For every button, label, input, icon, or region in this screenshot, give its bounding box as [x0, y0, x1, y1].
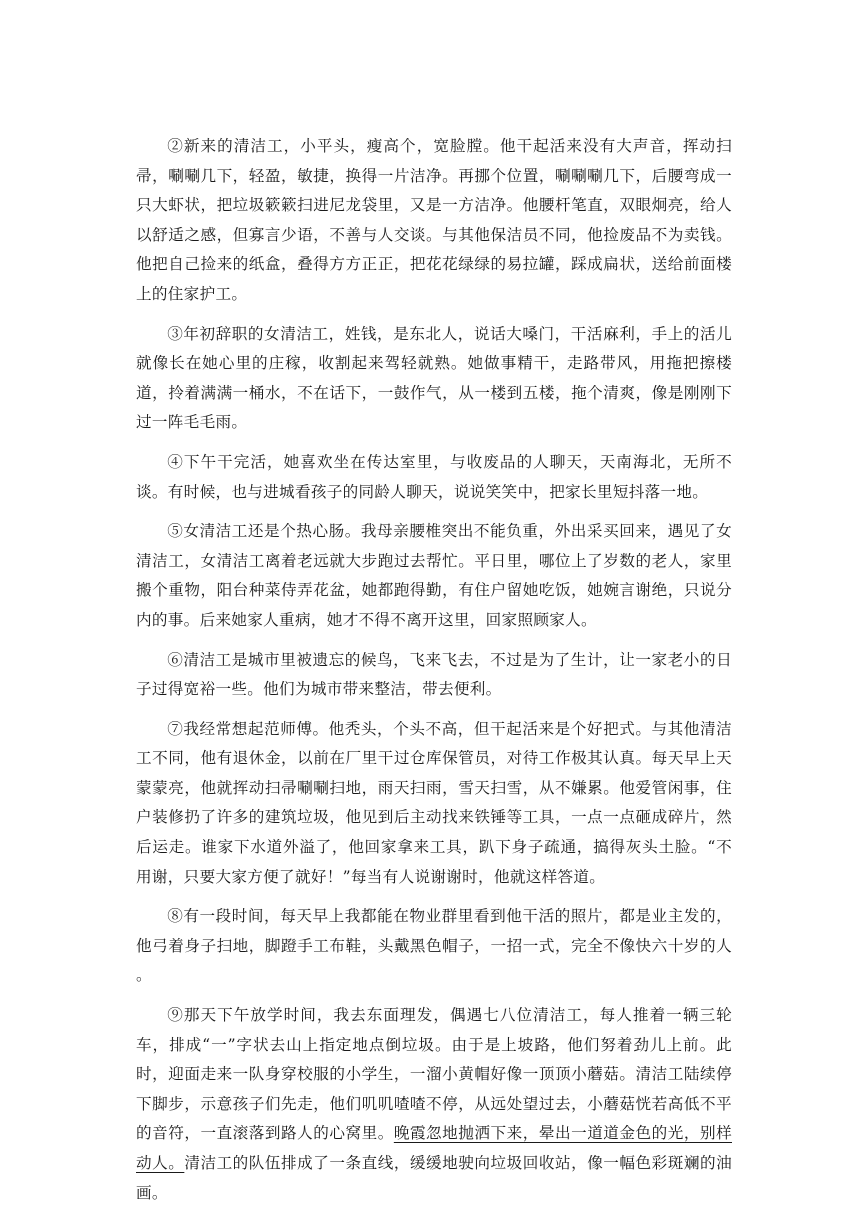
document-page	[136, 132, 732, 1218]
paragraph-3: ③年初辞职的女清洁工，姓钱，是东北人，说话大嗓门，干活麻利，手上的活儿就像长在她心里的庄稼，收割起来驾轻就熟。她做事精干，走路带风，用拖把擦楼道，拎着满满一桶水，不在话下，一鼓作气，从一楼到五楼，拖个清爽，像是刚刚下过一阵毛毛雨。	[136, 324, 732, 432]
paragraph-9-text-start: ⑨那天下午放学时间，我去东面理发，偶遇七八位清洁工，每人推着一辆三轮车，排成“一”字状去山上指定地点倒垃圾。由于是上坡路，他们努着劲儿上前。此时，迎面走来一队身穿校服的小学生，一溜小黄帽好像一顶顶小蘑菇。清洁工陆续停下脚步，示意孩子们先走，他们叽叽喳喳不停，从远处望过去，小蘑菇恍若高低不平的音符，一直滚落到路人的心窝里。	[136, 1006, 732, 1143]
paragraph-7: ⑦我经常想起范师傅。他秃头，个头不高，但干起活来是个好把式。与其他清洁工不同，他有退休金，以前在厂里干过仓库保管员，对待工作极其认真。每天早上天蒙蒙亮，他就挥动扫帚唰唰扫地，雨天扫雨，雪天扫雪，从不嫌累。他爱管闲事，住户装修扔了许多的建筑垃圾，他见到后主动找来铁锤等工具，一点一点砸成碎片，然后运走。谁家下水道外溢了，他回家拿来工具，趴下身子疏通，搞得灰头土脸。“不用谢，只要大家方便了就好！”每当有人说谢谢时，他就这样答道。	[136, 719, 732, 886]
paragraph-5: ⑤女清洁工还是个热心肠。我母亲腰椎突出不能负重，外出采买回来，遇见了女清洁工，女清洁工离着老远就大步跑过去帮忙。平日里，哪位上了岁数的老人，家里搬个重物，阳台种菜侍弄花盆，她都跑得勤，有住户留她吃饭，她婉言谢绝，只说分内的事。后来她家人重病，她才不得不离开这里，回家照顾家人。	[136, 522, 732, 629]
paragraph-2: ②新来的清洁工，小平头，瘦高个，宽脸膛。他干起活来没有大声音，挥动扫帚，唰唰几下，轻盈，敏捷，换得一片洁净。再挪个位置，唰唰唰几下，后腰弯成一只大虾状，把垃圾簌簌扫进尼龙袋里，又是一方洁净。他腰杆笔直，双眼炯亮，给人以舒适之感，但寡言少语，不善与人交谈。与其他保洁员不同，他捡废品不为卖钱。他把自己捡来的纸盒，叠得方方正正，把花花绿绿的易拉罐，踩成扁状，送给前面楼上的住家护工。	[136, 137, 732, 303]
paragraph-9-text-end: 清洁工的队伍排成了一条直线，缓缓地驶向垃圾回收站，像一幅色彩斑斓的油画。	[136, 1154, 732, 1202]
paragraph-6: ⑥清洁工是城市里被遗忘的候鸟，飞来飞去，不过是为了生计，让一家老小的日子过得宽裕一些。他们为城市带来整洁，带去便利。	[136, 650, 732, 699]
paragraph-4: ④下午干完活，她喜欢坐在传达室里，与收废品的人聊天，天南海北，无所不谈。有时候，也与进城看孩子的同龄人聊天，说说笑笑中，把家长里短抖落一地。	[136, 452, 732, 501]
paragraph-8: ⑧有一段时间，每天早上我都能在物业群里看到他干活的照片，都是业主发的，他弓着身子扫地，脚蹬手工布鞋，头戴黑色帽子，一招一式，完全不像快六十岁的人 。	[136, 907, 732, 985]
paragraph-9	[136, 1001, 732, 1208]
underlined-sentence: 晚霞忽地抛洒下来，晕出一道道金色的光，别样动人。	[136, 1124, 732, 1172]
